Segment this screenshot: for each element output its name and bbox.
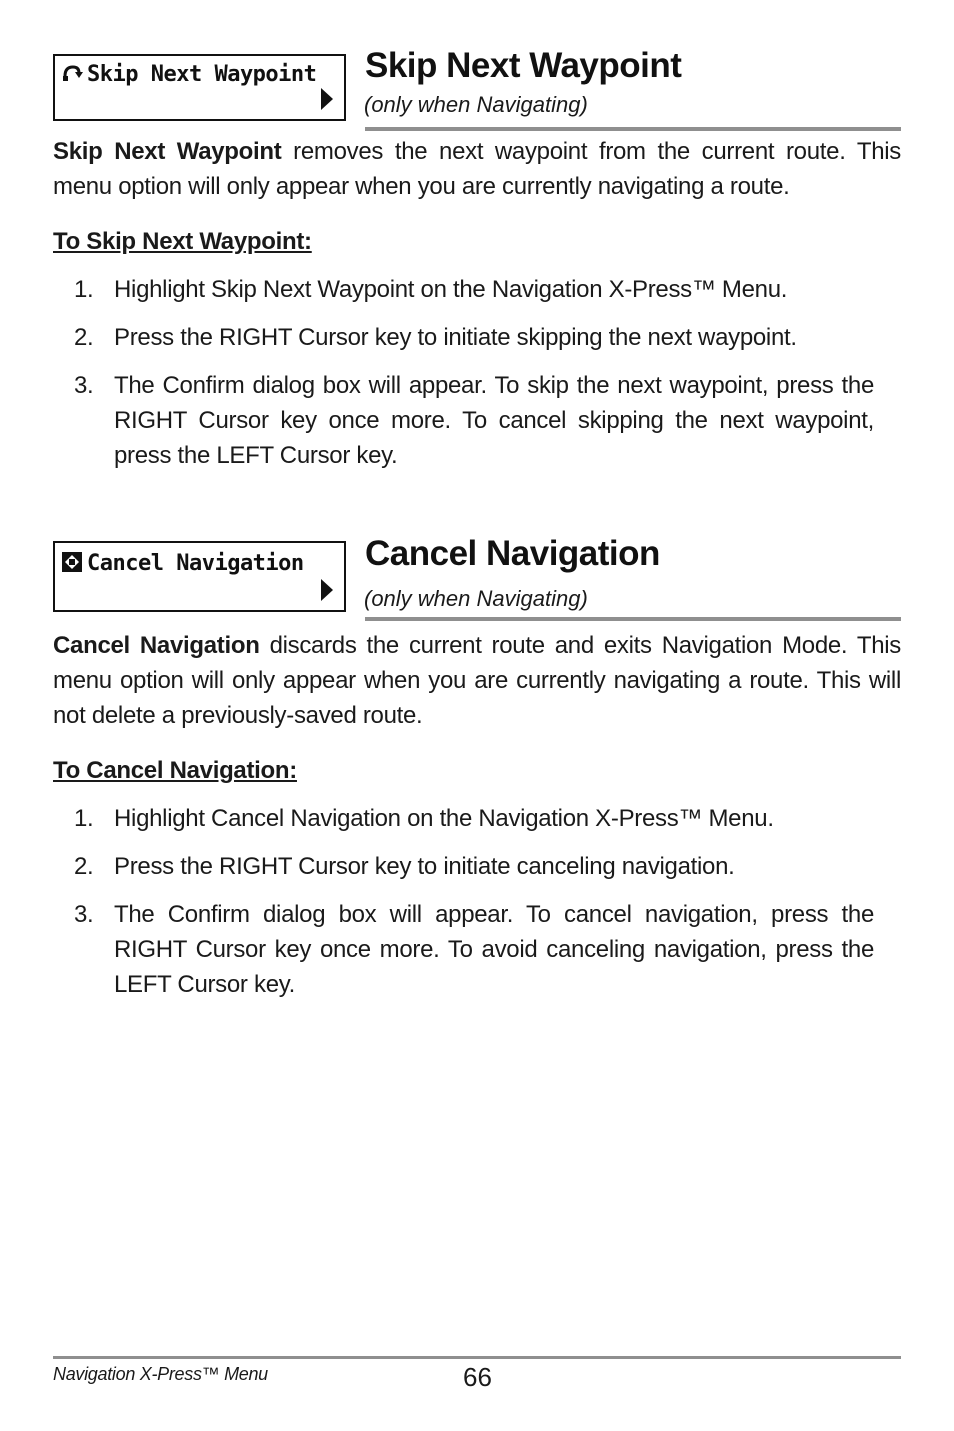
menu-item-label-row (61, 62, 316, 87)
step-text: Highlight Cancel Navigation on the Navigation X-Press™ Menu. (114, 805, 774, 832)
page-number: 66 (463, 1362, 492, 1392)
step-number: 2. (74, 853, 94, 880)
section-title-rule (365, 127, 901, 131)
step-number: 2. (74, 324, 94, 351)
procedure-heading: To Skip Next Waypoint: (53, 228, 312, 255)
step-number: 3. (74, 901, 94, 928)
procedure-step (74, 272, 874, 307)
footer-rule (53, 1356, 901, 1359)
skip-waypoint-icon (61, 62, 83, 84)
cancel-navigation-menu-item (53, 541, 346, 612)
section-description (53, 628, 901, 733)
menu-item-label: Skip Next Waypoint (87, 62, 317, 87)
section-title: Cancel Navigation (365, 534, 660, 573)
step-number: 1. (74, 276, 94, 303)
section-title-rule (365, 617, 901, 621)
right-arrow-icon (320, 578, 334, 602)
right-arrow-icon (320, 87, 334, 111)
procedure-heading: To Cancel Navigation: (53, 757, 297, 784)
footer-chapter-title: Navigation X-Press™ Menu (53, 1364, 268, 1384)
description-text: discards the current route and exits Navigation Mode. This menu option will only appear when you are currently navigating a route. This will not delete a previously-saved route. (53, 632, 901, 729)
step-text: The Confirm dialog box will appear. To cancel navigation, press the RIGHT Cursor key once more. To avoid canceling navigation, press the LEFT Cursor key. (114, 901, 874, 998)
section-subtitle: (only when Navigating) (364, 586, 588, 611)
procedure-step (74, 801, 874, 836)
menu-item-label: Cancel Navigation (87, 551, 304, 576)
procedure-step (74, 897, 874, 1002)
step-number: 3. (74, 372, 94, 399)
step-text: Press the RIGHT Cursor key to initiate canceling navigation. (114, 853, 735, 880)
cancel-navigation-icon (61, 551, 83, 573)
skip-next-waypoint-menu-item (53, 54, 346, 121)
step-text: Press the RIGHT Cursor key to initiate skipping the next waypoint. (114, 324, 797, 351)
section-description (53, 134, 901, 204)
procedure-step (74, 849, 874, 884)
section-title: Skip Next Waypoint (365, 46, 682, 85)
description-term: Cancel Navigation (53, 632, 260, 659)
step-number: 1. (74, 805, 94, 832)
procedure-step (74, 368, 874, 473)
procedure-step (74, 320, 874, 355)
description-text: removes the next waypoint from the current route. This menu option will only appear when you are currently navigating a route. (53, 138, 901, 200)
step-text: Highlight Skip Next Waypoint on the Navigation X-Press™ Menu. (114, 276, 788, 303)
menu-item-label-row (61, 551, 304, 576)
step-text: The Confirm dialog box will appear. To skip the next waypoint, press the RIGHT Cursor key once more. To cancel skipping the next waypoint, press the LEFT Cursor key. (114, 372, 874, 469)
description-term: Skip Next Waypoint (53, 138, 282, 165)
section-subtitle: (only when Navigating) (364, 92, 588, 117)
